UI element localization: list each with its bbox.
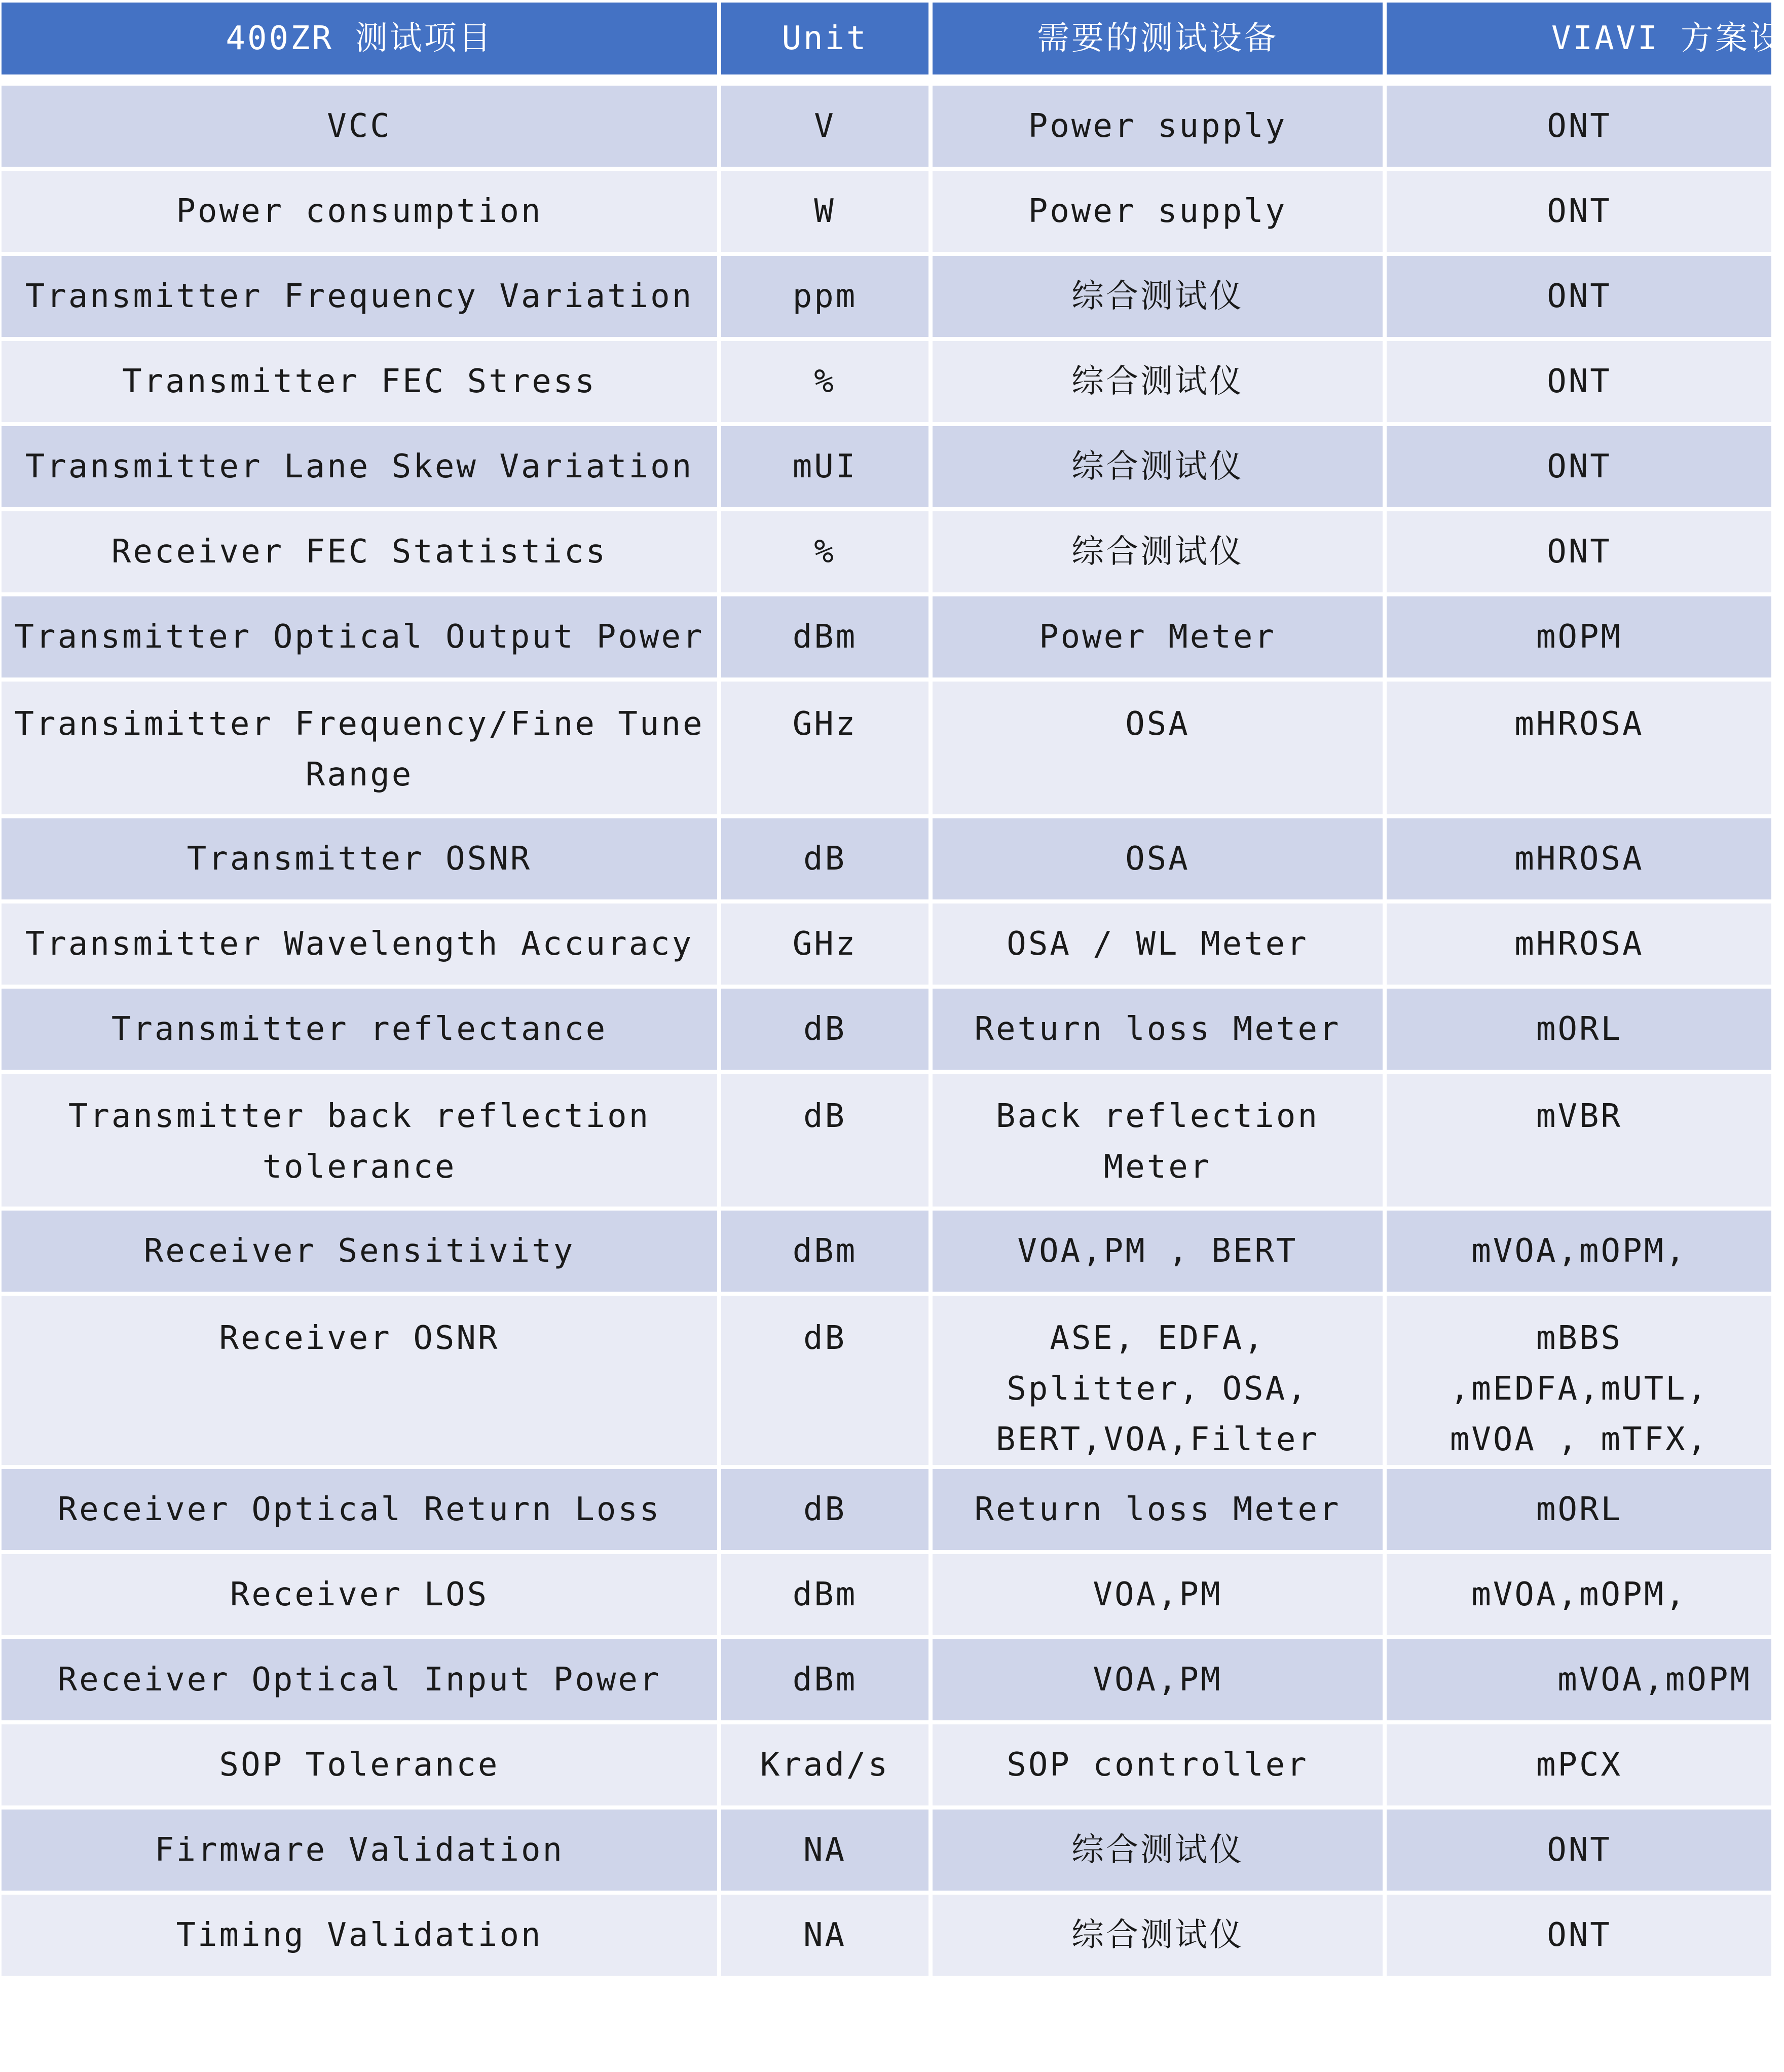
cell-viavi xyxy=(1387,596,1775,682)
cell-equipment: Return loss Meter xyxy=(933,1469,1387,1554)
table-row xyxy=(2,1074,1775,1211)
cell-test-item: Transmitter Wavelength Accuracy xyxy=(2,903,721,989)
cell-unit: NA xyxy=(721,1810,933,1895)
cell-viavi xyxy=(1387,1296,1775,1469)
cell-equipment: Power supply xyxy=(933,171,1387,256)
cell-equipment: 综合测试仪 xyxy=(933,426,1387,511)
cell-unit: NA xyxy=(721,1895,933,1980)
cell-viavi-text: mVOA,mOPM, xyxy=(1471,1576,1687,1613)
cell-equipment: Back reflection Meter xyxy=(933,1074,1387,1211)
table-row xyxy=(2,1810,1775,1895)
cell-unit: dB xyxy=(721,1296,933,1469)
cell-unit: W xyxy=(721,171,933,256)
cell-viavi-text: mORL xyxy=(1536,1491,1623,1528)
cell-test-item: Power consumption xyxy=(2,171,721,256)
cell-equipment: 综合测试仪 xyxy=(933,511,1387,596)
cell-viavi xyxy=(1387,818,1775,903)
table-row xyxy=(2,1895,1775,1980)
test-items-table xyxy=(2,3,1784,1980)
table-row xyxy=(2,341,1775,426)
cell-viavi-text: mHROSA xyxy=(1514,840,1644,878)
cell-viavi xyxy=(1387,1554,1775,1639)
cell-viavi xyxy=(1387,1639,1775,1724)
cell-test-item: VCC xyxy=(2,86,721,171)
table-row xyxy=(2,903,1775,989)
table-row xyxy=(2,1554,1775,1639)
cell-unit: mUI xyxy=(721,426,933,511)
cell-viavi xyxy=(1387,426,1775,511)
cell-unit: dB xyxy=(721,1074,933,1211)
cell-test-item: Receiver Optical Return Loss xyxy=(2,1469,721,1554)
cell-unit: GHz xyxy=(721,903,933,989)
table-row xyxy=(2,426,1775,511)
cell-test-item: Receiver LOS xyxy=(2,1554,721,1639)
cell-test-item: Transmitter OSNR xyxy=(2,818,721,903)
cell-equipment: VOA,PM xyxy=(933,1554,1387,1639)
table-row xyxy=(2,86,1775,171)
cell-test-item: Transmitter back reflection tolerance xyxy=(2,1074,721,1211)
table-row xyxy=(2,1296,1775,1469)
table-row xyxy=(2,1724,1775,1810)
cell-unit: % xyxy=(721,341,933,426)
cell-equipment: Return loss Meter xyxy=(933,989,1387,1074)
cell-equipment: ASE, EDFA, Splitter, OSA, BERT,VOA,Filter xyxy=(933,1296,1387,1469)
cell-test-item: Receiver FEC Statistics xyxy=(2,511,721,596)
cell-unit: dB xyxy=(721,1469,933,1554)
cell-viavi-text: mVOA,mOPM xyxy=(1557,1661,1752,1699)
cell-viavi-text: mOPM xyxy=(1536,618,1623,656)
cell-equipment: 综合测试仪 xyxy=(933,256,1387,341)
cell-unit: GHz xyxy=(721,682,933,818)
cell-viavi xyxy=(1387,682,1775,818)
cell-viavi xyxy=(1387,1469,1775,1554)
cell-viavi-text: mBBS ,mEDFA,mUTL, mVOA , mTFX, xyxy=(1450,1320,1709,1458)
cell-unit: dBm xyxy=(721,1211,933,1296)
cell-viavi-text: mORL xyxy=(1536,1010,1623,1048)
table-row xyxy=(2,511,1775,596)
cell-viavi xyxy=(1387,1810,1775,1895)
table-row xyxy=(2,682,1775,818)
cell-equipment: 综合测试仪 xyxy=(933,1810,1387,1895)
cell-unit: ppm xyxy=(721,256,933,341)
cell-equipment: SOP controller xyxy=(933,1724,1387,1810)
table-header xyxy=(2,3,1784,86)
cell-viavi-text: ONT xyxy=(1547,107,1612,145)
cell-test-item: Receiver OSNR xyxy=(2,1296,721,1469)
cell-viavi xyxy=(1387,903,1775,989)
cell-unit: dBm xyxy=(721,1554,933,1639)
cell-unit: % xyxy=(721,511,933,596)
table-row xyxy=(2,1469,1775,1554)
cell-equipment: VOA,PM xyxy=(933,1639,1387,1724)
cell-viavi-text: mHROSA xyxy=(1514,925,1644,963)
cell-test-item: Receiver Optical Input Power xyxy=(2,1639,721,1724)
cell-test-item: Transmitter Optical Output Power xyxy=(2,596,721,682)
cell-test-item: SOP Tolerance xyxy=(2,1724,721,1810)
cell-unit: dB xyxy=(721,989,933,1074)
header-equipment: 需要的测试设备 xyxy=(933,3,1387,86)
table-row xyxy=(2,256,1775,341)
cell-viavi xyxy=(1387,86,1775,171)
cell-unit: dBm xyxy=(721,1639,933,1724)
cell-viavi-text: mHROSA xyxy=(1514,705,1644,743)
cell-equipment: OSA xyxy=(933,682,1387,818)
cell-test-item: Transimitter Frequency/Fine Tune Range xyxy=(2,682,721,818)
cell-viavi-text: ONT xyxy=(1547,278,1612,315)
cell-viavi-text: ONT xyxy=(1547,1831,1612,1869)
cell-equipment: OSA / WL Meter xyxy=(933,903,1387,989)
cell-viavi xyxy=(1387,1895,1775,1980)
cell-viavi-text: ONT xyxy=(1547,448,1612,485)
cell-test-item: Transmitter Lane Skew Variation xyxy=(2,426,721,511)
cell-viavi-text: ONT xyxy=(1547,363,1612,400)
cell-unit: dB xyxy=(721,818,933,903)
cell-test-item: Firmware Validation xyxy=(2,1810,721,1895)
cell-test-item: Transmitter Frequency Variation xyxy=(2,256,721,341)
header-test-item: 400ZR 测试项目 xyxy=(2,3,721,86)
cell-viavi xyxy=(1387,256,1775,341)
table-row xyxy=(2,1639,1775,1724)
header-row xyxy=(2,3,1775,86)
cell-test-item: Transmitter reflectance xyxy=(2,989,721,1074)
table-row xyxy=(2,171,1775,256)
table-row xyxy=(2,989,1775,1074)
header-unit: Unit xyxy=(721,3,933,86)
cell-unit: V xyxy=(721,86,933,171)
cell-test-item: Transmitter FEC Stress xyxy=(2,341,721,426)
cell-viavi-text: mVOA,mOPM, xyxy=(1471,1232,1687,1270)
cell-equipment: Power supply xyxy=(933,86,1387,171)
cell-viavi xyxy=(1387,1724,1775,1810)
table-row xyxy=(2,818,1775,903)
cell-unit: Krad/s xyxy=(721,1724,933,1810)
cell-viavi xyxy=(1387,511,1775,596)
cell-viavi-text: ONT xyxy=(1547,193,1612,230)
cell-test-item: Timing Validation xyxy=(2,1895,721,1980)
cell-viavi-text: mVBR xyxy=(1536,1098,1623,1135)
cell-equipment: Power Meter xyxy=(933,596,1387,682)
table-row xyxy=(2,1211,1775,1296)
cell-equipment: OSA xyxy=(933,818,1387,903)
cell-equipment: 综合测试仪 xyxy=(933,341,1387,426)
cell-viavi xyxy=(1387,1074,1775,1211)
table-row xyxy=(2,596,1775,682)
cell-test-item: Receiver Sensitivity xyxy=(2,1211,721,1296)
header-viavi-solution: VIAVI 方案设 xyxy=(1387,3,1775,86)
table-body xyxy=(2,86,1775,1980)
cell-viavi-text: mPCX xyxy=(1536,1746,1623,1784)
cell-viavi xyxy=(1387,341,1775,426)
cell-equipment: VOA,PM , BERT xyxy=(933,1211,1387,1296)
cell-viavi-text: ONT xyxy=(1547,1916,1612,1954)
cell-viavi xyxy=(1387,171,1775,256)
cell-unit: dBm xyxy=(721,596,933,682)
cell-viavi xyxy=(1387,1211,1775,1296)
cell-equipment: 综合测试仪 xyxy=(933,1895,1387,1980)
cell-viavi-text: ONT xyxy=(1547,533,1612,571)
cell-viavi xyxy=(1387,989,1775,1074)
